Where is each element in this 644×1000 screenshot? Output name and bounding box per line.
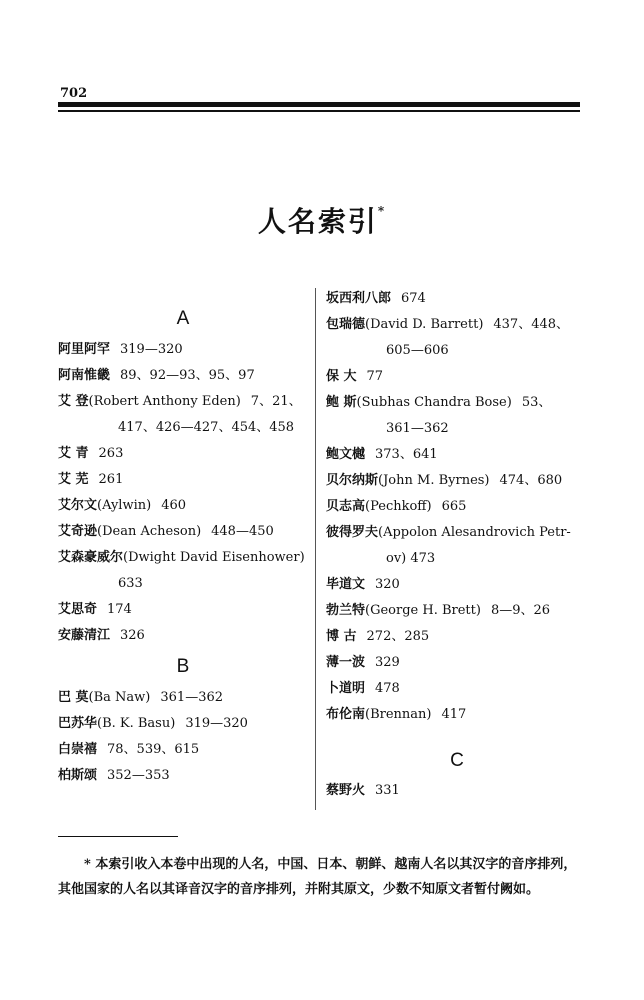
page-title	[0, 200, 644, 240]
entry-pages: 329	[375, 655, 400, 670]
entry-pages: 326	[120, 628, 145, 643]
entry-original-name: (George H. Brett)	[365, 603, 481, 618]
entry-pages: 478	[375, 681, 400, 696]
index-entry	[58, 441, 308, 467]
entry-original-name: (Robert Anthony Eden)	[88, 394, 241, 409]
entry-original-name: (John M. Byrnes)	[378, 473, 490, 488]
footnote: * 本索引收入本卷中出现的人名，中国、日本、朝鲜、越南人名以其汉字的音序排列，其他国家的人名以其译音汉字的音序排列，并附其原文，少数不知原文者暂付阙如。	[58, 857, 577, 897]
entry-pages: 320	[375, 577, 400, 592]
entry-pages: 352—353	[107, 768, 170, 783]
entry-name: 艾 登	[58, 394, 89, 409]
entry-original-name: (Dwight David Eisenhower)	[123, 550, 305, 565]
section-heading-a: A	[176, 308, 190, 329]
entry-name: 卜道明	[326, 681, 366, 696]
entry-pages-continuation: 605—606	[386, 343, 449, 358]
index-entry	[58, 337, 308, 363]
index-entry	[326, 442, 588, 468]
entry-pages: 437、448、	[493, 317, 570, 332]
right-column	[326, 286, 588, 804]
entry-name: 布伦南	[326, 707, 366, 722]
index-entry	[326, 312, 588, 338]
entry-name: 保 大	[326, 369, 357, 384]
index-entry	[58, 389, 308, 415]
entry-name: 博 古	[326, 629, 357, 644]
index-entry	[58, 363, 308, 389]
index-entry	[58, 763, 308, 789]
entry-pages: 174	[107, 602, 132, 617]
entry-name: 蔡野火	[326, 783, 366, 798]
index-entry	[58, 597, 308, 623]
entry-pages: 417	[441, 707, 467, 722]
entry-pages: 8—9、26	[490, 603, 551, 618]
index-entry	[326, 778, 588, 804]
entry-name: 艾尔文	[58, 498, 98, 513]
index-entry	[326, 624, 588, 650]
index-entry	[58, 623, 308, 649]
entry-name: 坂西利八郎	[326, 291, 392, 306]
entry-original-name: (Pechkoff)	[365, 499, 432, 514]
entry-name: 勃兰特	[326, 603, 366, 618]
entry-pages: 319—320	[120, 342, 183, 357]
entry-pages: 319—320	[185, 716, 248, 731]
entry-pages-continuation: 633	[118, 576, 143, 591]
index-entry	[58, 519, 308, 545]
entry-name: 薄一波	[326, 655, 366, 670]
entry-pages: 460	[161, 498, 187, 513]
entry-original-name: (Subhas Chandra Bose)	[356, 395, 512, 410]
entry-pages-continuation: 361—362	[386, 421, 449, 436]
section-heading-c: C	[450, 750, 464, 771]
entry-name: 巴苏华	[58, 716, 98, 731]
header-rule-thick	[58, 102, 580, 107]
index-entry	[58, 737, 308, 763]
index-entry	[326, 494, 588, 520]
page-number: 702	[60, 86, 88, 101]
header-rule-thin	[58, 110, 580, 112]
entry-name: 艾思奇	[58, 602, 98, 617]
entry-name: 贝尔纳斯	[326, 473, 379, 488]
entry-name: 包瑞德	[326, 317, 366, 332]
entry-pages-continuation: ov) 473	[386, 551, 436, 566]
footnote-rule	[58, 836, 178, 837]
entry-name: 艾森豪威尔	[58, 550, 124, 565]
index-entry	[326, 572, 588, 598]
index-entry	[326, 364, 588, 390]
index-entry	[58, 493, 308, 519]
entry-name: 毕道文	[326, 577, 366, 592]
index-entry	[326, 468, 588, 494]
entry-name: 阿南惟畿	[58, 368, 111, 383]
left-column	[58, 286, 308, 789]
entry-pages: 77	[366, 369, 384, 384]
entry-pages: 263	[98, 446, 124, 461]
entry-name: 艾 芜	[58, 472, 89, 487]
entry-pages: 373、641	[375, 447, 438, 462]
index-entry	[326, 702, 588, 728]
entry-pages: 261	[98, 472, 124, 487]
entry-pages: 448—450	[211, 524, 274, 539]
entry-original-name: (Dean Acheson)	[97, 524, 202, 539]
index-entry	[326, 598, 588, 624]
entry-pages: 272、285	[366, 629, 430, 644]
entry-name: 白崇禧	[58, 742, 98, 757]
entry-pages: 78、539、615	[107, 742, 200, 757]
index-entry	[58, 711, 308, 737]
entry-name: 柏斯颂	[58, 768, 98, 783]
entry-name: 彼得罗夫	[326, 525, 379, 540]
index-entry	[326, 650, 588, 676]
entry-name: 巴 莫	[58, 690, 89, 705]
entry-pages: 53、	[521, 395, 552, 410]
entry-original-name: (David D. Barrett)	[365, 317, 484, 332]
title-text: 人名索引	[257, 205, 378, 238]
entry-original-name: (Ba Naw)	[88, 690, 151, 705]
entry-original-name: (B. K. Basu)	[97, 716, 176, 731]
column-divider	[315, 288, 316, 810]
entry-name: 阿里阿罕	[58, 342, 111, 357]
index-entry	[58, 685, 308, 711]
entry-name: 鲍文樾	[326, 447, 366, 462]
entry-pages: 7、21、	[250, 394, 302, 409]
section-heading-b: B	[176, 656, 190, 677]
entry-name: 鲍 斯	[326, 395, 357, 410]
entry-name: 艾奇逊	[58, 524, 98, 539]
entry-pages: 89、92—93、95、97	[120, 368, 255, 383]
title-footnote-mark: *	[377, 203, 387, 218]
index-entry	[58, 545, 308, 571]
entry-name: 艾 青	[58, 446, 89, 461]
entry-pages: 665	[441, 499, 467, 514]
index-entry	[58, 467, 308, 493]
entry-pages: 674	[401, 291, 426, 306]
index-entry	[326, 520, 588, 546]
entry-original-name: (Brennan)	[365, 707, 432, 722]
entry-pages: 331	[375, 783, 400, 798]
entry-pages: 361—362	[160, 690, 224, 705]
entry-name: 安藤清江	[58, 628, 111, 643]
entry-pages: 474、680	[499, 473, 563, 488]
entry-original-name: (Appolon Alesandrovich Petr-	[378, 525, 571, 540]
index-entry	[326, 390, 588, 416]
index-entry	[326, 676, 588, 702]
entry-name: 贝志高	[326, 499, 366, 514]
entry-pages-continuation: 417、426—427、454、458	[118, 420, 295, 435]
index-entry	[326, 286, 588, 312]
entry-original-name: (Aylwin)	[97, 498, 152, 513]
